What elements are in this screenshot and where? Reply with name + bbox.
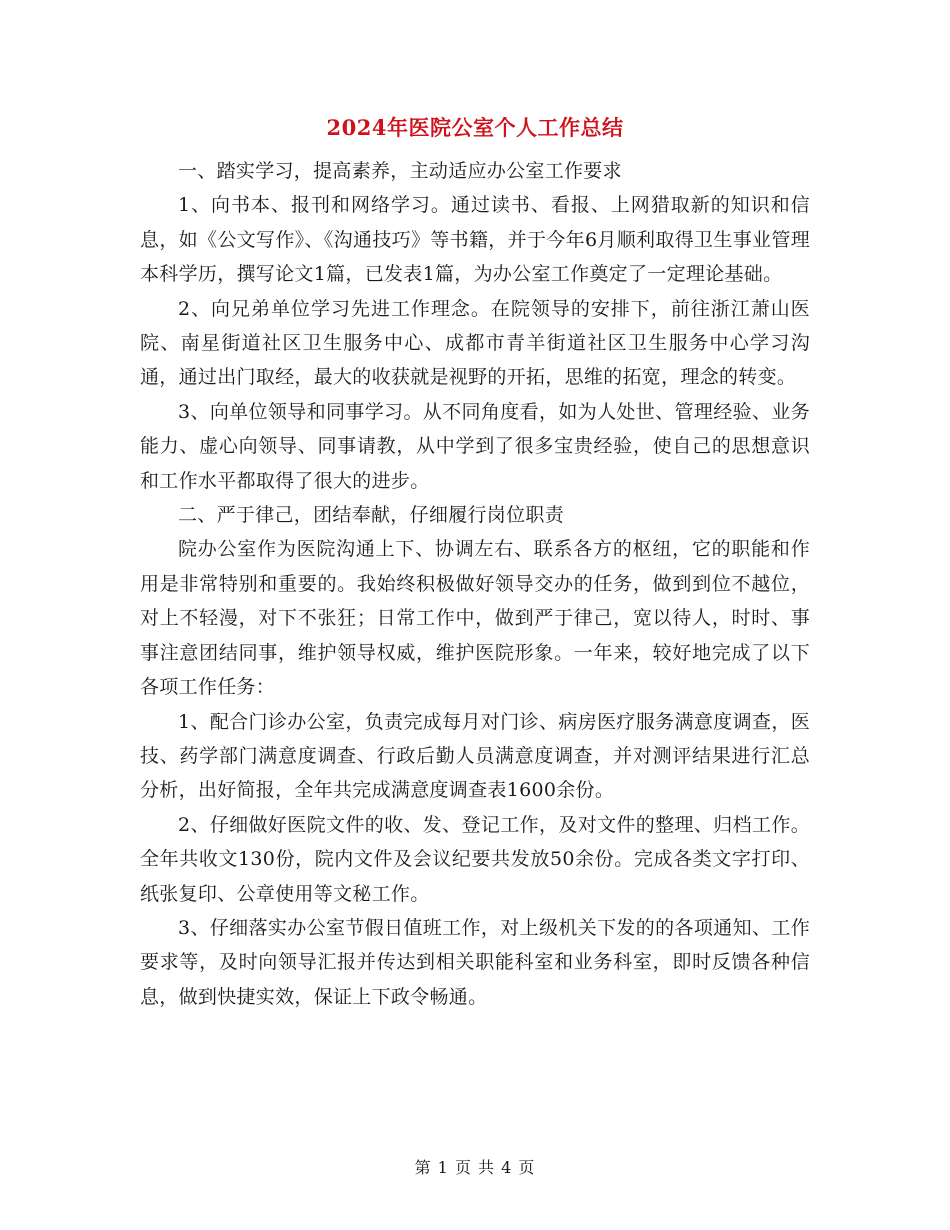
- paragraph-task-duty: 3、仔细落实办公室节假日值班工作，对上级机关下发的的各项通知、工作要求等，及时向领导汇报并传达到相关职能科室和业务科室，即时反馈各种信息，做到快捷实效，保证上下政令畅通。: [140, 916, 810, 1008]
- section-heading-1: 一、踏实学习，提高素养，主动适应办公室工作要求: [178, 160, 622, 182]
- document-title: 2024年医院公室个人工作总结: [326, 115, 624, 140]
- page-footer: 第 1 页 共 4 页: [414, 1158, 536, 1177]
- paragraph-office-role: 院办公室作为医院沟通上下、协调左右、联系各方的枢纽，它的职能和作用是非常特别和重要的。我始终积极做好领导交办的任务，做到到位不越位，对上不轻漫，对下不张狂；日常工作中，做到严于律己，宽以待人，时时、事事注意团结同事，维护领导权威，维护医院形象。一年来，较好地完成了以下各项工作任务：: [140, 538, 810, 699]
- section-heading-2: 二、严于律己，团结奉献，仔细履行岗位职责: [178, 504, 565, 527]
- paragraph-task-survey: 1、配合门诊办公室，负责完成每月对门诊、病房医疗服务满意度调查，医技、药学部门满意度调查、行政后勤人员满意度调查，并对测评结果进行汇总分析，出好简报，全年共完成满意度调查表1600余份。: [140, 710, 810, 802]
- paragraph-study-colleagues: 3、向单位领导和同事学习。从不同角度看，如为人处世、管理经验、业务能力、虚心向领导、同事请教，从中学到了很多宝贵经验，使自己的思想意识和工作水平都取得了很大的进步。: [140, 400, 810, 492]
- document-body: [140, 154, 810, 1014]
- paragraph-task-documents: 2、仔细做好医院文件的收、发、登记工作，及对文件的整理、归档工作。全年共收文130份，院内文件及会议纪要共发放50余份。完成各类文字打印、纸张复印、公章使用等文秘工作。: [140, 813, 810, 905]
- paragraph-study-peers: 2、向兄弟单位学习先进工作理念。在院领导的安排下，前往浙江萧山医院、南星街道社区卫生服务中心、成都市青羊街道社区卫生服务中心学习沟通，通过出门取经，最大的收获就是视野的开拓，思维的拓宽，理念的转变。: [140, 297, 810, 389]
- paragraph-study-books: 1、向书本、报刊和网络学习。通过读书、看报、上网猎取新的知识和信息，如《公文写作》、《沟通技巧》等书籍，并于今年6月顺利取得卫生事业管理本科学历，撰写论文1篇，已发表1篇，为办公室工作奠定了一定理论基础。: [140, 194, 810, 286]
